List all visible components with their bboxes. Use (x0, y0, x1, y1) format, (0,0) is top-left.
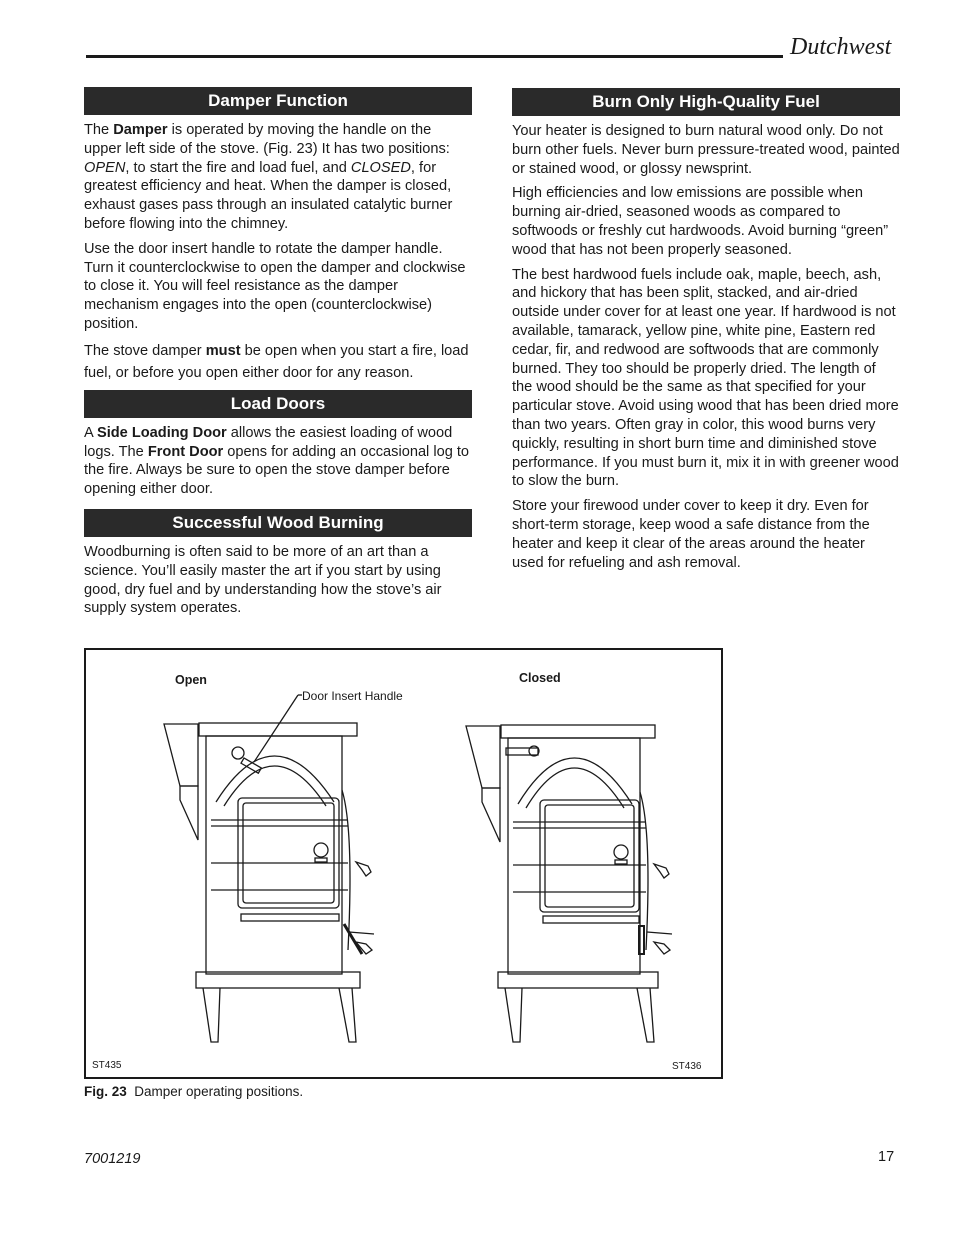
text-run: , to start the fire and load fuel, and (125, 159, 351, 176)
section-heading-fuel: Burn Only High-Quality Fuel (512, 88, 900, 116)
damper-paragraph-3 (84, 340, 472, 384)
left-column (84, 87, 472, 624)
brand-logo: Dutchwest (790, 34, 892, 60)
text-run: allows the easiest loading of wood logs. The (84, 424, 453, 460)
damper-paragraph-1 (84, 121, 472, 234)
header-rule (86, 55, 783, 58)
fuel-paragraph-4: Store your firewood under cover to keep it dry. Even for short-term storage, keep wood a safe distance from the heater and keep it clear of the areas around the heater used for refueling and ash removal. (512, 498, 870, 571)
text-run: The (84, 122, 114, 138)
bold-run: must (205, 342, 241, 359)
text-run: opens for adding an occasional log to the fire. Always be sure to open the stove damper before opening either door. (84, 443, 470, 498)
damper-paragraph-2: Use the door insert handle to rotate the damper handle. Turn it counterclockwise to open the damper and clockwise to close it. You will feel resistance as the damper mechanism engages into the open (counterclockwise) position. (84, 240, 466, 332)
italic-run: OPEN (84, 159, 126, 176)
door-insert-handle-label: Door Insert Handle (302, 689, 403, 703)
section-heading-load-doors: Load Doors (84, 390, 472, 418)
figure-code-right: ST436 (672, 1061, 702, 1072)
figure-damper-positions (84, 648, 723, 1079)
figure-caption (84, 1084, 303, 1099)
load-doors-paragraph (84, 424, 472, 499)
fuel-paragraph-3: The best hardwood fuels include oak, maple, beech, ash, and hickory that has been split, stacked, and air-dried outside under cover for at least one year. If hardwood is not available, tamarack, yellow pine, white pine, Eastern red cedar, fir, and redwood are softwoods that are commonly burned. They too should be properly dried. The length of the wood should be the same as that specified for your particular stove. Avoid using wood that has been dried more than two years. Often gray in color, this wood burns very quickly, resulting in short burn time and diminished stove performance. If you must burn it, mix it in with greener wood to slow the burn. (512, 266, 899, 490)
figure-code-left: ST435 (92, 1060, 122, 1071)
closed-label: Closed (519, 671, 561, 685)
section-heading-wood-burning: Successful Wood Burning (84, 509, 472, 537)
right-column (512, 88, 900, 578)
text-run: is operated by moving the handle on the upper left side of the stove. (Fig. 23) It has two positions: (84, 122, 450, 157)
caption-number: Fig. 23 (84, 1084, 127, 1099)
stove-closed-drawing (466, 725, 672, 1042)
text-run: The stove damper (84, 342, 206, 359)
section-heading-damper: Damper Function (84, 87, 472, 115)
caption-text: Damper operating positions. (134, 1084, 304, 1099)
document-number: 7001219 (84, 1151, 141, 1167)
text-run: A (84, 424, 97, 441)
fuel-paragraph-1: Your heater is designed to burn natural wood only. Do not burn other fuels. Never burn pressure-treated wood, painted or stained wood, or glossy newsprint. (512, 123, 900, 177)
open-label: Open (175, 673, 207, 687)
text-run: be open when you start a fire, load fuel, or before you open either door for any reason. (84, 342, 469, 381)
stove-illustrations (86, 650, 721, 1077)
italic-run: CLOSED (350, 159, 411, 176)
stove-open-drawing (164, 695, 374, 1042)
bold-run: Front Door (147, 443, 224, 460)
bold-run: Damper (113, 122, 168, 138)
fuel-paragraph-2: High efficiencies and low emissions are possible when burning air-dried, seasoned woods as compared to softwoods or freshly cut hardwoods. Avoid burning “green” wood that has not been properly seasoned. (512, 185, 889, 258)
wood-burning-paragraph: Woodburning is often said to be more of an art than a science. You’ll easily master the art if you start by using good, dry fuel and by understanding how the stove’s air supply system operates. (84, 543, 442, 617)
page-number: 17 (878, 1149, 895, 1165)
bold-run: Side Loading Door (96, 424, 227, 441)
text-run: , for greatest efficiency and heat. When the damper is closed, exhaust gases pass through an insulated catalytic burner before flowing into the chimney. (84, 159, 453, 232)
